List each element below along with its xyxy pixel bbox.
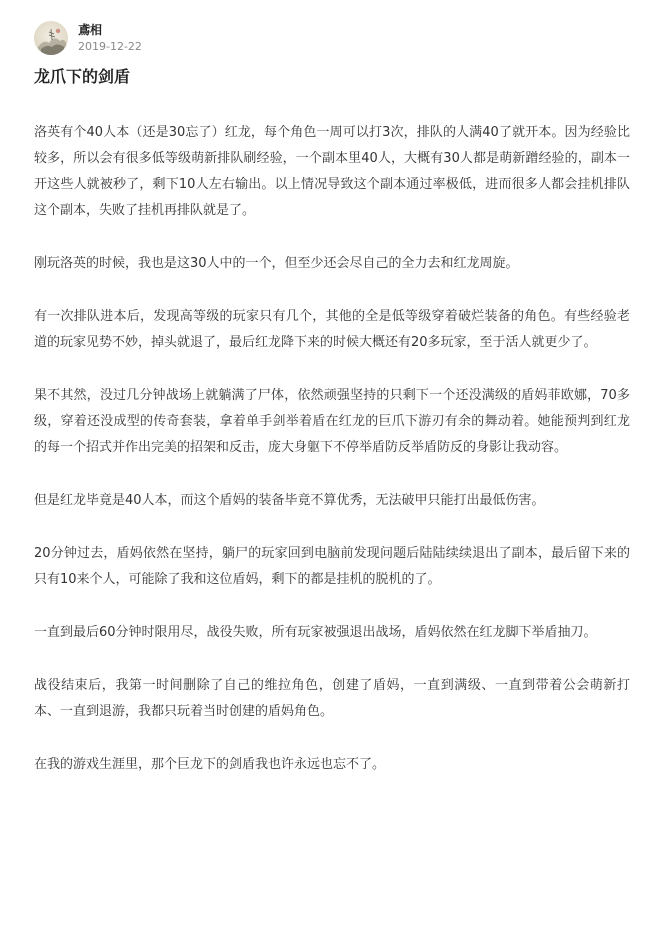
page-title: 龙爪下的剑盾 [34,67,131,86]
article-paragraph: 一直到最后60分钟时限用尽，战役失败，所有玩家被强退出战场，盾妈依然在红龙脚下举盾抽刀。 [34,625,597,640]
article-paragraph: 洛英有个40人本（还是30忘了）红龙，每个角色一周可以打3次，排队的人满40了就开本。因为经验比较多，所以会有很多低等级萌新排队刷经验，一个副本里40人，大概有30人都是萌新蹭经验的，副本一开这些人就被秒了，剩下10人左右输出。以上情况导致这个副本通过率极低，进而很多人都会挂机排队这个副本，失败了挂机再排队就是了。 [34,125,630,218]
author-name[interactable]: 鳶相 [78,22,103,37]
article-paragraph: 刚玩洛英的时候，我也是这30人中的一个，但至少还会尽自己的全力去和红龙周旋。 [34,256,519,271]
post-meta [78,22,142,55]
post-header [34,18,142,58]
post-date: 2019-12-22 [78,39,142,53]
article-paragraph: 有一次排队进本后，发现高等级的玩家只有几个，其他的全是低等级穿着破烂装备的角色。有些经验老道的玩家见势不妙，掉头就退了，最后红龙降下来的时候大概还有20多玩家，至于活人就更少了。 [34,309,630,350]
article-paragraph: 在我的游戏生涯里，那个巨龙下的剑盾我也许永远也忘不了。 [34,757,386,772]
avatar[interactable] [34,21,68,55]
article-body [34,120,630,805]
ink-landscape-avatar-icon [34,21,68,55]
article-paragraph: 但是红龙毕竟是40人本，而这个盾妈的装备毕竟不算优秀，无法破甲只能打出最低伤害。 [34,493,545,508]
article-paragraph: 果不其然，没过几分钟战场上就躺满了尸体，依然顽强坚持的只剩下一个还没满级的盾妈菲欧娜，70多级，穿着还没成型的传奇套装，拿着单手剑举着盾在红龙的巨爪下游刃有余的舞动着。她能预判到红龙的每一个招式并作出完美的招架和反击，庞大身躯下不停举盾防反举盾防反的身影让我动容。 [34,388,630,455]
article-paragraph: 20分钟过去，盾妈依然在坚持，躺尸的玩家回到电脑前发现问题后陆陆续续退出了副本，最后留下来的只有10来个人，可能除了我和这位盾妈，剩下的都是挂机的脱机的了。 [34,546,630,587]
article-paragraph: 战役结束后，我第一时间删除了自己的维拉角色，创建了盾妈，一直到满级、一直到带着公会萌新打本、一直到退游，我都只玩着当时创建的盾妈角色。 [34,678,630,719]
